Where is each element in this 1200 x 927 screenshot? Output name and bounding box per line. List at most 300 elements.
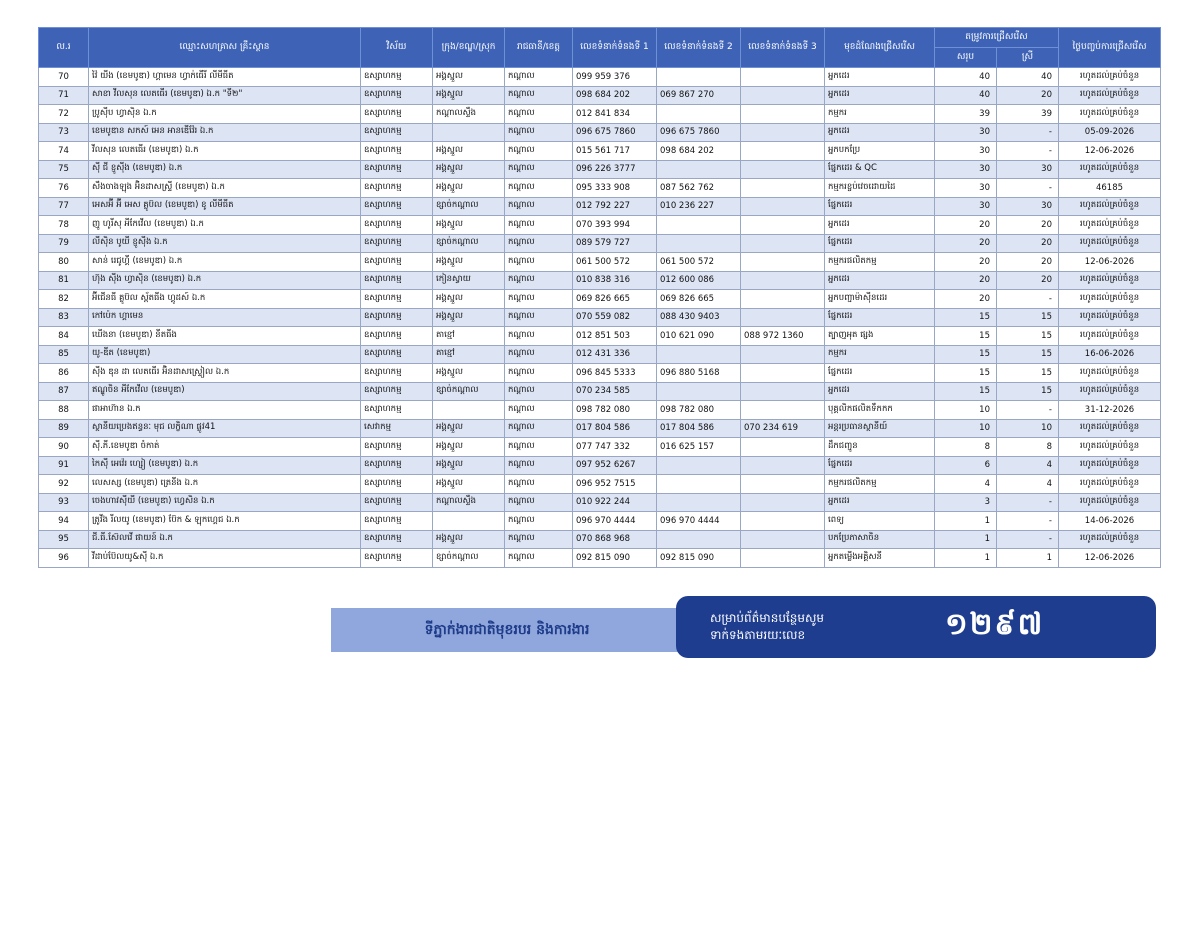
cell-phone-1: 010 922 244 [573, 493, 657, 512]
cell-province: កណ្ដាល [505, 271, 573, 290]
table-body [39, 68, 1161, 568]
cell-province: កណ្ដាល [505, 382, 573, 401]
cell-sector: ឧស្សាហកម្ម [361, 549, 433, 568]
cell-phone-3 [741, 105, 825, 124]
cell-phone-2 [657, 475, 741, 494]
cell-position: ផ្នែកដេរ [825, 197, 935, 216]
cell-total-needed: 30 [935, 179, 997, 198]
cell-female-needed: 4 [997, 456, 1059, 475]
cell-phone-2 [657, 345, 741, 364]
cell-row-number: 93 [39, 493, 89, 512]
cell-company-name: ជី.ធី.ស៊ែលវើ ផាយន៍ ឯ.ក [89, 530, 361, 549]
cell-company-name: ផាអាហ៊ាន ឯ.ក [89, 401, 361, 420]
header-phone2: លេខទំនាក់ទំនងទី 2 [657, 28, 741, 68]
cell-deadline: 12-06-2026 [1059, 549, 1161, 568]
cell-company-name: លេសស្ស (ខេមបូឌា) ត្រេនីង ឯ.ក [89, 475, 361, 494]
cell-province: កណ្ដាល [505, 197, 573, 216]
cell-province: កណ្ដាល [505, 216, 573, 235]
cell-female-needed: 20 [997, 86, 1059, 105]
table-row [39, 290, 1161, 309]
header-company: ឈ្មោះសហគ្រាស គ្រឹះស្ថាន [89, 28, 361, 68]
cell-position: បុគ្គលិកផលិតទឹកកក [825, 401, 935, 420]
cell-female-needed: 20 [997, 234, 1059, 253]
cell-female-needed: 8 [997, 438, 1059, 457]
cell-total-needed: 15 [935, 327, 997, 346]
cell-phone-2: 096 675 7860 [657, 123, 741, 142]
cell-province: កណ្ដាល [505, 308, 573, 327]
cell-position: ដឹកជញ្ជូន [825, 438, 935, 457]
cell-province: កណ្ដាល [505, 179, 573, 198]
cell-deadline: រហូតដល់គ្រប់ចំនួន [1059, 68, 1161, 87]
table-row [39, 68, 1161, 87]
cell-province: កណ្ដាល [505, 253, 573, 272]
cell-phone-3 [741, 271, 825, 290]
cell-phone-2: 069 867 270 [657, 86, 741, 105]
cell-district: តាខ្មៅ [433, 327, 505, 346]
cell-row-number: 87 [39, 382, 89, 401]
cell-female-needed: - [997, 512, 1059, 531]
cell-phone-2: 017 804 586 [657, 419, 741, 438]
cell-total-needed: 30 [935, 123, 997, 142]
header-needed: តម្រូវការជ្រើសរើស [935, 28, 1059, 48]
cell-district: អង្គស្នួល [433, 142, 505, 161]
cell-phone-2 [657, 493, 741, 512]
cell-phone-1: 012 792 227 [573, 197, 657, 216]
cell-deadline: 12-06-2026 [1059, 253, 1161, 272]
cell-phone-2: 098 782 080 [657, 401, 741, 420]
cell-province: កណ្ដាល [505, 290, 573, 309]
cell-deadline: រហូតដល់គ្រប់ចំនួន [1059, 456, 1161, 475]
cell-position: អ្នកដេរ [825, 68, 935, 87]
cell-row-number: 89 [39, 419, 89, 438]
cell-phone-3 [741, 216, 825, 235]
cell-total-needed: 1 [935, 530, 997, 549]
cell-phone-1: 070 393 994 [573, 216, 657, 235]
cell-phone-2 [657, 68, 741, 87]
cell-phone-1: 015 561 717 [573, 142, 657, 161]
cell-phone-2 [657, 160, 741, 179]
cell-deadline: 46185 [1059, 179, 1161, 198]
cell-position: ផ្នែកដេរ [825, 364, 935, 383]
table-row [39, 253, 1161, 272]
cell-province: កណ្ដាល [505, 105, 573, 124]
cell-position: ផ្នែកដេរ & QC [825, 160, 935, 179]
cell-company-name: ឃើងនា (ខេមបូឌា) នីតធីង [89, 327, 361, 346]
cell-province: កណ្ដាល [505, 234, 573, 253]
header-female: ស្រី [997, 48, 1059, 68]
header-total: សរុប [935, 48, 997, 68]
cell-total-needed: 1 [935, 512, 997, 531]
cell-deadline: រហូតដល់គ្រប់ចំនួន [1059, 216, 1161, 235]
cell-row-number: 76 [39, 179, 89, 198]
cell-deadline: រហូតដល់គ្រប់ចំនួន [1059, 160, 1161, 179]
cell-sector: សេវាកម្ម [361, 419, 433, 438]
cell-deadline: រហូតដល់គ្រប់ចំនួន [1059, 105, 1161, 124]
cell-total-needed: 20 [935, 290, 997, 309]
cell-total-needed: 6 [935, 456, 997, 475]
hotline-info-line1: សម្រាប់ព័ត៌មានបន្ថែមសូម [710, 611, 825, 625]
cell-position: កម្មករ [825, 105, 935, 124]
cell-sector: ឧស្សាហកម្ម [361, 253, 433, 272]
cell-female-needed: - [997, 290, 1059, 309]
cell-phone-3 [741, 290, 825, 309]
cell-deadline: រហូតដល់គ្រប់ចំនួន [1059, 475, 1161, 494]
cell-row-number: 94 [39, 512, 89, 531]
cell-province: កណ្ដាល [505, 86, 573, 105]
cell-province: កណ្ដាល [505, 327, 573, 346]
cell-phone-1: 070 868 968 [573, 530, 657, 549]
hotline-number: ១២៩៧ [945, 607, 1045, 642]
cell-female-needed: 4 [997, 475, 1059, 494]
cell-position: កម្មករផលិតកម្ម [825, 475, 935, 494]
cell-phone-2 [657, 382, 741, 401]
header-no: ល.រ [39, 28, 89, 68]
cell-deadline: រហូតដល់គ្រប់ចំនួន [1059, 308, 1161, 327]
cell-district: កណ្ដាលស្ទឹង [433, 105, 505, 124]
cell-total-needed: 20 [935, 234, 997, 253]
table-row [39, 530, 1161, 549]
cell-female-needed: 20 [997, 253, 1059, 272]
cell-phone-3 [741, 549, 825, 568]
cell-female-needed: 20 [997, 271, 1059, 290]
cell-phone-2: 016 625 157 [657, 438, 741, 457]
cell-position: អ្នកដេរ [825, 271, 935, 290]
cell-province: កណ្ដាល [505, 512, 573, 531]
hotline-info-line2: ទាក់ទងតាមរយៈលេខ [710, 628, 806, 642]
cell-company-name: ញូ ហូរីសុ អីកែវើល (ខេមបូឌា) ឯ.ក [89, 216, 361, 235]
cell-sector: ឧស្សាហកម្ម [361, 327, 433, 346]
cell-sector: ឧស្សាហកម្ម [361, 68, 433, 87]
cell-deadline: រហូតដល់គ្រប់ចំនួន [1059, 438, 1161, 457]
cell-district: អង្គស្នួល [433, 308, 505, 327]
cell-company-name: ឥណ្ឌូចិន អីកែវើល (ខេមបូឌា) [89, 382, 361, 401]
cell-row-number: 88 [39, 401, 89, 420]
cell-phone-2: 098 684 202 [657, 142, 741, 161]
cell-total-needed: 1 [935, 549, 997, 568]
cell-position: អ្នកដេរ [825, 123, 935, 142]
cell-total-needed: 20 [935, 216, 997, 235]
cell-deadline: រហូតដល់គ្រប់ចំនួន [1059, 271, 1161, 290]
cell-phone-1: 096 952 7515 [573, 475, 657, 494]
cell-female-needed: 15 [997, 382, 1059, 401]
cell-district [433, 512, 505, 531]
cell-sector: ឧស្សាហកម្ម [361, 382, 433, 401]
cell-deadline: រហូតដល់គ្រប់ចំនួន [1059, 364, 1161, 383]
cell-female-needed: - [997, 123, 1059, 142]
cell-phone-3 [741, 308, 825, 327]
table-row [39, 438, 1161, 457]
header-sector: វិស័យ [361, 28, 433, 68]
cell-phone-2: 096 970 4444 [657, 512, 741, 531]
cell-province: កណ្ដាល [505, 160, 573, 179]
table-row [39, 234, 1161, 253]
table-row [39, 512, 1161, 531]
cell-phone-1: 012 431 336 [573, 345, 657, 364]
cell-company-name: ចេងហាវស៊ីយី (ខេមបូឌា) ហ្វេសិន ឯ.ក [89, 493, 361, 512]
cell-deadline: រហូតដល់គ្រប់ចំនួន [1059, 382, 1161, 401]
cell-province: កណ្ដាល [505, 68, 573, 87]
cell-row-number: 72 [39, 105, 89, 124]
cell-district: អង្គស្នួល [433, 475, 505, 494]
cell-total-needed: 20 [935, 271, 997, 290]
cell-province: កណ្ដាល [505, 364, 573, 383]
cell-company-name: វ៉ៃ យីង (ខេមបូឌា) ហ្គាមេន ហ្វាក់ធើរី លីមីធីត [89, 68, 361, 87]
cell-sector: ឧស្សាហកម្ម [361, 456, 433, 475]
cell-deadline: រហូតដល់គ្រប់ចំនួន [1059, 234, 1161, 253]
cell-district [433, 123, 505, 142]
cell-female-needed: - [997, 142, 1059, 161]
job-listing-table-container [38, 27, 1160, 568]
cell-sector: ឧស្សាហកម្ម [361, 142, 433, 161]
cell-district: តាខ្មៅ [433, 345, 505, 364]
cell-phone-3 [741, 456, 825, 475]
cell-province: កណ្ដាល [505, 549, 573, 568]
cell-district: អង្គស្នួល [433, 160, 505, 179]
cell-female-needed: - [997, 530, 1059, 549]
cell-company-name: សាខា វីលសុន លេតធើរ (ខេមបូឌា) ឯ.ក "ទី២" [89, 86, 361, 105]
table-row [39, 327, 1161, 346]
cell-position: កម្មករផលិតកម្ម [825, 253, 935, 272]
cell-female-needed: - [997, 493, 1059, 512]
cell-total-needed: 10 [935, 419, 997, 438]
cell-row-number: 86 [39, 364, 89, 383]
cell-phone-1: 096 970 4444 [573, 512, 657, 531]
cell-phone-2 [657, 456, 741, 475]
cell-total-needed: 15 [935, 364, 997, 383]
cell-company-name: អ៊ីជើនធី គ្លូប៊ល ស្ព័តធីង ហ្គូដស៍ ឯ.ក [89, 290, 361, 309]
cell-position: អ្នកដេរ [825, 493, 935, 512]
cell-sector: ឧស្សាហកម្ម [361, 475, 433, 494]
cell-row-number: 83 [39, 308, 89, 327]
cell-phone-1: 010 838 316 [573, 271, 657, 290]
cell-phone-3 [741, 475, 825, 494]
cell-phone-3 [741, 382, 825, 401]
cell-phone-3 [741, 123, 825, 142]
cell-row-number: 71 [39, 86, 89, 105]
agency-name: ទីភ្នាក់ងារជាតិមុខរបរ និងការងារ [424, 621, 590, 638]
cell-company-name: សាន់ រេជូហ្គី (ខេមបូឌា) ឯ.ក [89, 253, 361, 272]
cell-total-needed: 30 [935, 197, 997, 216]
cell-total-needed: 15 [935, 308, 997, 327]
cell-position: ផ្នែកដេរ [825, 456, 935, 475]
cell-row-number: 85 [39, 345, 89, 364]
cell-row-number: 78 [39, 216, 89, 235]
cell-phone-1: 077 747 332 [573, 438, 657, 457]
cell-phone-1: 097 952 6267 [573, 456, 657, 475]
cell-row-number: 91 [39, 456, 89, 475]
cell-district [433, 401, 505, 420]
cell-company-name: ហ៊ុង ស៊ីង ហ្វាស៊ិន (ខេមបូឌា) ឯ.ក [89, 271, 361, 290]
cell-company-name: លីស៊ិន បូយី ខ្ញូស៊ីង ឯ.ក [89, 234, 361, 253]
cell-total-needed: 8 [935, 438, 997, 457]
cell-deadline: 12-06-2026 [1059, 142, 1161, 161]
cell-female-needed: - [997, 401, 1059, 420]
job-listing-table [38, 27, 1161, 568]
cell-company-name: ស៊ី ជី ខ្ញូស៊ីង (ខេមបូឌា) ឯ.ក [89, 160, 361, 179]
table-row [39, 493, 1161, 512]
table-row [39, 105, 1161, 124]
cell-female-needed: 15 [997, 327, 1059, 346]
cell-position: អ្នកបញ្ជាម៉ាស៊ីនដេរ [825, 290, 935, 309]
cell-district: អង្គស្នួល [433, 253, 505, 272]
cell-sector: ឧស្សាហកម្ម [361, 123, 433, 142]
cell-company-name: ស្ថានីយប្រេងឥន្ធនៈ មុជ លក្ខិណា ផ្លូវ41 [89, 419, 361, 438]
cell-row-number: 92 [39, 475, 89, 494]
cell-phone-1: 096 226 3777 [573, 160, 657, 179]
cell-province: កណ្ដាល [505, 123, 573, 142]
cell-phone-2: 092 815 090 [657, 549, 741, 568]
cell-phone-3 [741, 160, 825, 179]
cell-province: កណ្ដាល [505, 419, 573, 438]
cell-phone-3: 070 234 619 [741, 419, 825, 438]
cell-phone-3 [741, 142, 825, 161]
cell-sector: ឧស្សាហកម្ម [361, 216, 433, 235]
cell-phone-2: 096 880 5168 [657, 364, 741, 383]
cell-company-name: វីដាប់ប៊ែលយូ&ស៊ី ឯ.ក [89, 549, 361, 568]
cell-district: ខ្សាច់កណ្ដាល [433, 382, 505, 401]
cell-sector: ឧស្សាហកម្ម [361, 308, 433, 327]
cell-phone-2: 012 600 086 [657, 271, 741, 290]
header-phone1: លេខទំនាក់ទំនងទី 1 [573, 28, 657, 68]
cell-deadline: រហូតដល់គ្រប់ចំនួន [1059, 530, 1161, 549]
cell-phone-2 [657, 216, 741, 235]
table-row [39, 475, 1161, 494]
cell-row-number: 70 [39, 68, 89, 87]
cell-row-number: 81 [39, 271, 89, 290]
cell-province: កណ្ដាល [505, 401, 573, 420]
table-row [39, 271, 1161, 290]
cell-province: កណ្ដាល [505, 530, 573, 549]
table-row [39, 142, 1161, 161]
cell-position: ត្បាញអុត ផ្សង [825, 327, 935, 346]
cell-district: អង្គស្នួល [433, 364, 505, 383]
cell-row-number: 73 [39, 123, 89, 142]
header-district: ក្រុង/ខណ្ឌ/ស្រុក [433, 28, 505, 68]
table-row [39, 419, 1161, 438]
cell-female-needed: 40 [997, 68, 1059, 87]
cell-row-number: 95 [39, 530, 89, 549]
table-row [39, 123, 1161, 142]
cell-row-number: 75 [39, 160, 89, 179]
cell-company-name: ត្រូវីង រីលយូ (ខេមបូឌា) ប៊ែក & ឡុកហ្គេជ ឯ.ក [89, 512, 361, 531]
cell-position: ផ្នែកដេរ [825, 308, 935, 327]
cell-phone-3 [741, 512, 825, 531]
cell-deadline: 31-12-2026 [1059, 401, 1161, 420]
cell-district: អង្គស្នួល [433, 179, 505, 198]
cell-phone-3: 088 972 1360 [741, 327, 825, 346]
cell-deadline: 05-09-2026 [1059, 123, 1161, 142]
table-row [39, 549, 1161, 568]
cell-row-number: 84 [39, 327, 89, 346]
cell-district: អង្គស្នួល [433, 456, 505, 475]
cell-phone-2: 010 621 090 [657, 327, 741, 346]
cell-deadline: 16-06-2026 [1059, 345, 1161, 364]
cell-district: អង្គស្នួល [433, 290, 505, 309]
header-phone3: លេខទំនាក់ទំនងទី 3 [741, 28, 825, 68]
hotline-banner [676, 596, 1156, 658]
cell-sector: ឧស្សាហកម្ម [361, 290, 433, 309]
cell-row-number: 80 [39, 253, 89, 272]
cell-row-number: 82 [39, 290, 89, 309]
cell-total-needed: 15 [935, 345, 997, 364]
cell-total-needed: 15 [935, 382, 997, 401]
cell-province: កណ្ដាល [505, 345, 573, 364]
cell-deadline: 14-06-2026 [1059, 512, 1161, 531]
cell-row-number: 90 [39, 438, 89, 457]
cell-deadline: រហូតដល់គ្រប់ចំនួន [1059, 419, 1161, 438]
cell-phone-1: 092 815 090 [573, 549, 657, 568]
agency-banner [331, 608, 683, 652]
cell-deadline: រហូតដល់គ្រប់ចំនួន [1059, 290, 1161, 309]
cell-district: អង្គស្នួល [433, 530, 505, 549]
cell-phone-3 [741, 197, 825, 216]
cell-sector: ឧស្សាហកម្ម [361, 345, 433, 364]
cell-total-needed: 39 [935, 105, 997, 124]
cell-phone-1: 096 845 5333 [573, 364, 657, 383]
table-row [39, 345, 1161, 364]
cell-company-name: យូ-ឌីត (ខេមបូឌា) [89, 345, 361, 364]
header-position: មុខដំណែងជ្រើសរើស [825, 28, 935, 68]
cell-company-name: កៃស៊ី អេវ៉េរ ហ្សៀ (ខេមបូឌា) ឯ.ក [89, 456, 361, 475]
cell-phone-3 [741, 493, 825, 512]
cell-sector: ឧស្សាហកម្ម [361, 160, 433, 179]
cell-total-needed: 3 [935, 493, 997, 512]
cell-total-needed: 40 [935, 86, 997, 105]
cell-phone-3 [741, 438, 825, 457]
cell-total-needed: 40 [935, 68, 997, 87]
cell-female-needed: 30 [997, 197, 1059, 216]
cell-phone-1: 017 804 586 [573, 419, 657, 438]
cell-province: កណ្ដាល [505, 493, 573, 512]
cell-phone-1: 098 782 080 [573, 401, 657, 420]
cell-phone-2 [657, 234, 741, 253]
cell-female-needed: 30 [997, 160, 1059, 179]
cell-position: អ្នកដេរ [825, 86, 935, 105]
cell-district: អង្គស្នួល [433, 216, 505, 235]
table-row [39, 401, 1161, 420]
cell-phone-3 [741, 68, 825, 87]
cell-district: ខ្សាច់កណ្ដាល [433, 549, 505, 568]
cell-position: កម្មករ [825, 345, 935, 364]
cell-province: កណ្ដាល [505, 475, 573, 494]
cell-position: ផ្នែកដេរ [825, 234, 935, 253]
cell-total-needed: 30 [935, 160, 997, 179]
cell-phone-3 [741, 234, 825, 253]
cell-phone-2 [657, 105, 741, 124]
cell-phone-3 [741, 530, 825, 549]
cell-female-needed: 1 [997, 549, 1059, 568]
table-row [39, 382, 1161, 401]
header-row [39, 28, 1161, 48]
table-row [39, 308, 1161, 327]
cell-phone-2: 061 500 572 [657, 253, 741, 272]
header-deadline: ថ្ងៃបញ្ចប់ការជ្រើសរើស [1059, 28, 1161, 68]
cell-phone-2: 010 236 227 [657, 197, 741, 216]
cell-sector: ឧស្សាហកម្ម [361, 438, 433, 457]
cell-position: បកប្រែភាសាចិន [825, 530, 935, 549]
table-row [39, 160, 1161, 179]
cell-province: កណ្ដាល [505, 438, 573, 457]
cell-phone-1: 012 841 834 [573, 105, 657, 124]
cell-phone-1: 096 675 7860 [573, 123, 657, 142]
cell-sector: ឧស្សាហកម្ម [361, 364, 433, 383]
cell-district: កៀនស្វាយ [433, 271, 505, 290]
cell-phone-2: 088 430 9403 [657, 308, 741, 327]
cell-company-name: ខេមបូឌាន សកស៍ អេន អានឌើវ៉ែរ ឯ.ក [89, 123, 361, 142]
cell-sector: ឧស្សាហកម្ម [361, 197, 433, 216]
cell-phone-2: 087 562 762 [657, 179, 741, 198]
cell-phone-3 [741, 86, 825, 105]
